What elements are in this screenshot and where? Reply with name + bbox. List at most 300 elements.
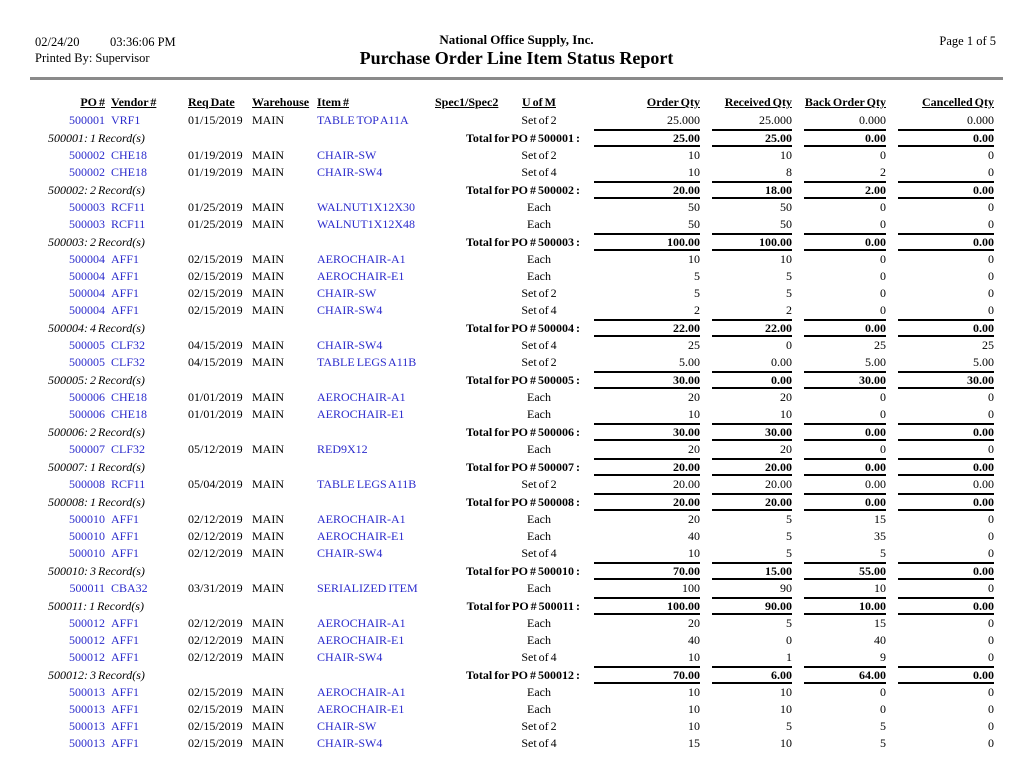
vendor-link[interactable]: CHE18	[111, 165, 147, 179]
uom-cell: Set of 2	[521, 719, 557, 733]
item-row	[30, 476, 1005, 493]
req_date-cell: 02/15/2019	[188, 303, 243, 317]
cancelled-cell: 0	[988, 736, 994, 750]
vendor-link[interactable]: CBA32	[111, 581, 148, 595]
warehouse-cell: MAIN	[252, 200, 284, 214]
cancelled-cell: 0	[988, 303, 994, 317]
po-link[interactable]: 500004	[69, 269, 105, 283]
total-back-cell	[792, 233, 886, 251]
item-row	[30, 684, 1005, 701]
po-link[interactable]: 500005	[69, 338, 105, 352]
po-link[interactable]: 500006	[69, 390, 105, 404]
back-cell: 0	[880, 685, 886, 699]
back-cell: 5.00	[865, 355, 886, 369]
warehouse-cell: MAIN	[252, 650, 284, 664]
print-date: 02/24/20	[35, 35, 80, 49]
total-order-value: 100.00	[594, 597, 700, 615]
vendor-link[interactable]: AFF1	[111, 303, 140, 317]
spec-cell	[431, 354, 496, 371]
item-link[interactable]: CHAIR-SW4	[317, 165, 383, 179]
record-count-label: 500012: 3 Record(s)	[48, 667, 145, 682]
po-link[interactable]: 500012	[69, 633, 105, 647]
received-cell: 10	[780, 407, 792, 421]
item-row	[30, 735, 1005, 752]
page-title: Purchase Order Line Item Status Report	[359, 48, 674, 68]
po-total-row	[30, 233, 1005, 251]
po-total-label: Total for PO # 500005 :	[466, 372, 580, 387]
record-count-label: 500003: 2 Record(s)	[48, 234, 145, 249]
total-received-value: 100.00	[712, 233, 792, 251]
total-order-cell	[582, 181, 700, 199]
total-received-cell	[700, 493, 792, 511]
item-link[interactable]: SERIALIZED ITEM	[317, 581, 418, 595]
item-row	[30, 354, 1005, 371]
vendor-link[interactable]: AFF1	[111, 269, 140, 283]
order-cell: 100	[682, 581, 700, 595]
req_date-cell: 01/01/2019	[188, 390, 243, 404]
received-cell: 10	[780, 736, 792, 750]
total-cancelled-value: 0.00	[898, 493, 994, 511]
total-cancelled-cell	[886, 423, 1005, 441]
record-count-label: 500001: 1 Record(s)	[48, 130, 145, 145]
report-table	[30, 90, 1005, 752]
item-link[interactable]: CHAIR-SW4	[317, 736, 383, 750]
po-link[interactable]: 500004	[69, 252, 105, 266]
warehouse-cell: MAIN	[252, 286, 284, 300]
company-name: National Office Supply, Inc.	[439, 32, 594, 47]
total-back-value: 0.00	[804, 493, 886, 511]
total-back-cell	[792, 597, 886, 615]
po-total-label: Total for PO # 500006 :	[466, 424, 580, 439]
received-cell: 10	[780, 685, 792, 699]
total-order-value: 70.00	[594, 666, 700, 684]
req_date-cell: 02/15/2019	[188, 269, 243, 283]
item-row	[30, 147, 1005, 164]
order-cell: 15	[688, 736, 700, 750]
total-cancelled-value: 0.00	[898, 129, 994, 147]
total-back-value: 64.00	[804, 666, 886, 684]
po-total-row	[30, 458, 1005, 476]
received-cell: 5	[786, 286, 792, 300]
column-header-po: PO #	[80, 95, 105, 109]
item-row	[30, 268, 1005, 285]
item-row	[30, 199, 1005, 216]
req_date-cell: 02/15/2019	[188, 719, 243, 733]
po-link[interactable]: 500012	[69, 650, 105, 664]
po-link[interactable]: 500004	[69, 286, 105, 300]
item-link[interactable]: AEROCHAIR-E1	[317, 529, 405, 543]
item-link[interactable]: CHAIR-SW4	[317, 650, 383, 664]
po-link[interactable]: 500013	[69, 702, 105, 716]
back-cell: 25	[874, 338, 886, 352]
total-back-value: 0.00	[804, 458, 886, 476]
spec-cell	[431, 337, 496, 354]
po-link[interactable]: 500006	[69, 407, 105, 421]
total-received-cell	[700, 562, 792, 580]
item-row	[30, 112, 1005, 129]
total-order-cell	[582, 458, 700, 476]
req_date-cell: 02/15/2019	[188, 736, 243, 750]
uom-cell: Each	[527, 252, 551, 266]
order-cell: 10	[688, 546, 700, 560]
item-link[interactable]: WALNUT1X12X48	[317, 217, 415, 231]
po-link[interactable]: 500013	[69, 685, 105, 699]
warehouse-cell: MAIN	[252, 442, 284, 456]
cancelled-cell: 0	[988, 581, 994, 595]
item-link[interactable]: WALNUT1X12X30	[317, 200, 415, 214]
po-link[interactable]: 500001	[69, 113, 105, 127]
po-total-label: Total for PO # 500004 :	[466, 320, 580, 335]
vendor-link[interactable]: AFF1	[111, 616, 140, 630]
spec-cell	[431, 476, 496, 493]
po-link[interactable]: 500004	[69, 303, 105, 317]
order-cell: 10	[688, 148, 700, 162]
vendor-link[interactable]: RCF11	[111, 477, 146, 491]
item-link[interactable]: TABLE LEGS A11B	[317, 477, 417, 491]
item-link[interactable]: AEROCHAIR-E1	[317, 702, 405, 716]
cancelled-cell: 0	[988, 148, 994, 162]
vendor-link[interactable]: AFF1	[111, 286, 140, 300]
total-cancelled-cell	[886, 562, 1005, 580]
print-time: 03:36:06 PM	[110, 35, 176, 49]
vendor-link[interactable]: AFF1	[111, 719, 140, 733]
po-link[interactable]: 500011	[69, 581, 105, 595]
po-link[interactable]: 500010	[69, 546, 105, 560]
back-cell: 10	[874, 581, 886, 595]
vendor-link[interactable]: CLF32	[111, 355, 146, 369]
po-link[interactable]: 500012	[69, 616, 105, 630]
vendor-link[interactable]: RCF11	[111, 200, 146, 214]
back-cell: 0.000	[859, 113, 886, 127]
column-header-req_date: Req Date	[188, 95, 235, 109]
column-header-cancelled: Cancelled Qty	[922, 95, 994, 109]
total-order-cell	[582, 597, 700, 615]
warehouse-cell: MAIN	[252, 512, 284, 526]
vendor-link[interactable]: CHE18	[111, 390, 147, 404]
uom-cell: Set of 4	[521, 736, 557, 750]
uom-cell: Each	[527, 442, 551, 456]
po-total-row	[30, 597, 1005, 615]
item-link[interactable]: CHAIR-SW	[317, 719, 377, 733]
back-cell: 0	[880, 390, 886, 404]
warehouse-cell: MAIN	[252, 719, 284, 733]
po-link[interactable]: 500013	[69, 719, 105, 733]
item-link[interactable]: CHAIR-SW4	[317, 546, 383, 560]
warehouse-cell: MAIN	[252, 529, 284, 543]
total-cancelled-value: 0.00	[898, 666, 994, 684]
item-row	[30, 216, 1005, 233]
total-order-cell	[582, 371, 700, 389]
received-cell: 0.00	[771, 355, 792, 369]
item-row	[30, 389, 1005, 406]
vendor-link[interactable]: AFF1	[111, 685, 140, 699]
uom-cell: Set of 2	[521, 355, 557, 369]
req_date-cell: 02/12/2019	[188, 546, 243, 560]
uom-cell: Each	[527, 390, 551, 404]
vendor-link[interactable]: AFF1	[111, 546, 140, 560]
order-cell: 5.00	[679, 355, 700, 369]
po-link[interactable]: 500010	[69, 529, 105, 543]
warehouse-cell: MAIN	[252, 616, 284, 630]
vendor-link[interactable]: CHE18	[111, 148, 147, 162]
req_date-cell: 02/12/2019	[188, 650, 243, 664]
back-cell: 0	[880, 702, 886, 716]
received-cell: 25.000	[759, 113, 792, 127]
item-link[interactable]: AEROCHAIR-E1	[317, 407, 405, 421]
req_date-cell: 04/15/2019	[188, 355, 243, 369]
order-cell: 10	[688, 252, 700, 266]
vendor-link[interactable]: AFF1	[111, 512, 140, 526]
po-link[interactable]: 500002	[69, 165, 105, 179]
po-link[interactable]: 500005	[69, 355, 105, 369]
item-row	[30, 285, 1005, 302]
total-cancelled-cell	[886, 233, 1005, 251]
spec-cell	[431, 718, 496, 735]
received-cell: 50	[780, 217, 792, 231]
received-cell: 20.00	[765, 477, 792, 491]
total-back-cell	[792, 458, 886, 476]
total-cancelled-value: 0.00	[898, 597, 994, 615]
item-link[interactable]: AEROCHAIR-A1	[317, 685, 406, 699]
po-total-label: Total for PO # 500001 :	[466, 130, 580, 145]
total-received-value: 18.00	[712, 181, 792, 199]
cancelled-cell: 0	[988, 407, 994, 421]
total-cancelled-cell	[886, 181, 1005, 199]
item-row	[30, 302, 1005, 319]
received-cell: 5	[786, 529, 792, 543]
spec-cell	[431, 268, 496, 285]
total-back-cell	[792, 493, 886, 511]
vendor-link[interactable]: AFF1	[111, 702, 140, 716]
vendor-link[interactable]: CHE18	[111, 407, 147, 421]
header-divider	[30, 77, 1003, 80]
po-link[interactable]: 500007	[69, 442, 105, 456]
order-cell: 20	[688, 390, 700, 404]
spec-cell	[431, 701, 496, 718]
column-header-order: Order Qty	[646, 95, 700, 109]
total-order-value: 30.00	[594, 423, 700, 441]
spec-cell	[431, 580, 496, 597]
uom-cell: Set of 2	[521, 477, 557, 491]
item-link[interactable]: CHAIR-SW4	[317, 303, 383, 317]
total-received-value: 20.00	[712, 458, 792, 476]
received-cell: 0	[786, 338, 792, 352]
received-cell: 2	[786, 303, 792, 317]
vendor-link[interactable]: AFF1	[111, 650, 140, 664]
req_date-cell: 01/15/2019	[188, 113, 243, 127]
received-cell: 20	[780, 442, 792, 456]
po-total-row	[30, 129, 1005, 147]
warehouse-cell: MAIN	[252, 217, 284, 231]
column-header-item: Item #	[317, 95, 349, 109]
order-cell: 10	[688, 407, 700, 421]
record-count-label: 500007: 1 Record(s)	[48, 459, 145, 474]
po-total-row	[30, 493, 1005, 511]
record-count-label: 500004: 4 Record(s)	[48, 320, 145, 335]
po-link[interactable]: 500010	[69, 512, 105, 526]
cancelled-cell: 0.000	[967, 113, 994, 127]
total-received-cell	[700, 666, 792, 684]
record-count-label: 500006: 2 Record(s)	[48, 424, 145, 439]
po-total-label: Total for PO # 500008 :	[466, 494, 580, 509]
item-link[interactable]: TABLE TOP A11A	[317, 113, 409, 127]
total-back-value: 55.00	[804, 562, 886, 580]
total-back-cell	[792, 423, 886, 441]
req_date-cell: 05/04/2019	[188, 477, 243, 491]
item-link[interactable]: AEROCHAIR-E1	[317, 269, 405, 283]
back-cell: 0.00	[865, 477, 886, 491]
column-header-uom: U of M	[522, 95, 556, 109]
warehouse-cell: MAIN	[252, 355, 284, 369]
order-cell: 25.000	[667, 113, 700, 127]
vendor-link[interactable]: AFF1	[111, 736, 140, 750]
req_date-cell: 01/25/2019	[188, 200, 243, 214]
uom-cell: Set of 4	[521, 338, 557, 352]
total-received-value: 30.00	[712, 423, 792, 441]
page-number: Page 1 of 5	[939, 34, 996, 48]
cancelled-cell: 0	[988, 200, 994, 214]
uom-cell: Each	[527, 529, 551, 543]
item-link[interactable]: RED9X12	[317, 442, 368, 456]
back-cell: 5	[880, 719, 886, 733]
po-total-row	[30, 666, 1005, 684]
req_date-cell: 02/12/2019	[188, 616, 243, 630]
item-link[interactable]: TABLE LEGS A11B	[317, 355, 417, 369]
spec-cell	[431, 216, 496, 233]
item-link[interactable]: AEROCHAIR-A1	[317, 512, 406, 526]
total-received-cell	[700, 371, 792, 389]
record-count-label: 500005: 2 Record(s)	[48, 372, 145, 387]
total-order-cell	[582, 129, 700, 147]
uom-cell: Set of 4	[521, 650, 557, 664]
back-cell: 35	[874, 529, 886, 543]
po-link[interactable]: 500002	[69, 148, 105, 162]
back-cell: 9	[880, 650, 886, 664]
total-back-value: 10.00	[804, 597, 886, 615]
item-link[interactable]: AEROCHAIR-A1	[317, 616, 406, 630]
uom-cell: Each	[527, 217, 551, 231]
column-header-vendor: Vendor #	[111, 95, 157, 109]
total-cancelled-cell	[886, 666, 1005, 684]
total-order-value: 70.00	[594, 562, 700, 580]
received-cell: 8	[786, 165, 792, 179]
req_date-cell: 01/25/2019	[188, 217, 243, 231]
warehouse-cell: MAIN	[252, 390, 284, 404]
warehouse-cell: MAIN	[252, 736, 284, 750]
req_date-cell: 01/19/2019	[188, 165, 243, 179]
spec-cell	[431, 302, 496, 319]
cancelled-cell: 0	[988, 512, 994, 526]
total-back-cell	[792, 666, 886, 684]
po-link[interactable]: 500013	[69, 736, 105, 750]
order-cell: 25	[688, 338, 700, 352]
vendor-link[interactable]: AFF1	[111, 633, 140, 647]
total-cancelled-value: 0.00	[898, 458, 994, 476]
vendor-link[interactable]: AFF1	[111, 252, 140, 266]
cancelled-cell: 5.00	[973, 355, 994, 369]
total-order-value: 22.00	[594, 319, 700, 337]
warehouse-cell: MAIN	[252, 303, 284, 317]
po-total-row	[30, 319, 1005, 337]
total-cancelled-cell	[886, 597, 1005, 615]
vendor-link[interactable]: CLF32	[111, 338, 146, 352]
total-order-cell	[582, 233, 700, 251]
po-link[interactable]: 500003	[69, 217, 105, 231]
vendor-link[interactable]: AFF1	[111, 529, 140, 543]
cancelled-cell: 0	[988, 252, 994, 266]
cancelled-cell: 0	[988, 650, 994, 664]
total-received-value: 20.00	[712, 493, 792, 511]
total-received-value: 6.00	[712, 666, 792, 684]
back-cell: 0	[880, 269, 886, 283]
item-link[interactable]: AEROCHAIR-A1	[317, 390, 406, 404]
total-order-value: 20.00	[594, 493, 700, 511]
received-cell: 10	[780, 148, 792, 162]
po-total-label: Total for PO # 500007 :	[466, 459, 580, 474]
vendor-link[interactable]: VRF1	[111, 113, 141, 127]
back-cell: 15	[874, 512, 886, 526]
total-back-value: 2.00	[804, 181, 886, 199]
item-link[interactable]: AEROCHAIR-A1	[317, 252, 406, 266]
total-order-value: 25.00	[594, 129, 700, 147]
po-link[interactable]: 500008	[69, 477, 105, 491]
req_date-cell: 02/15/2019	[188, 286, 243, 300]
total-cancelled-cell	[886, 371, 1005, 389]
total-order-cell	[582, 423, 700, 441]
cancelled-cell: 0	[988, 286, 994, 300]
item-link[interactable]: CHAIR-SW	[317, 148, 377, 162]
warehouse-cell: MAIN	[252, 113, 284, 127]
warehouse-cell: MAIN	[252, 633, 284, 647]
total-received-value: 25.00	[712, 129, 792, 147]
vendor-link[interactable]: RCF11	[111, 217, 146, 231]
item-row	[30, 718, 1005, 735]
record-count-label: 500008: 1 Record(s)	[48, 494, 145, 509]
total-received-cell	[700, 597, 792, 615]
received-cell: 20	[780, 390, 792, 404]
uom-cell: Set of 4	[521, 303, 557, 317]
po-total-label: Total for PO # 500011 :	[466, 598, 580, 613]
uom-cell: Set of 2	[521, 113, 557, 127]
item-link[interactable]: CHAIR-SW	[317, 286, 377, 300]
total-order-value: 20.00	[594, 181, 700, 199]
spec-cell	[431, 199, 496, 216]
item-row	[30, 632, 1005, 649]
item-link[interactable]: CHAIR-SW4	[317, 338, 383, 352]
item-row	[30, 528, 1005, 545]
cancelled-cell: 0	[988, 529, 994, 543]
total-back-cell	[792, 319, 886, 337]
order-cell: 50	[688, 200, 700, 214]
spec-cell	[431, 147, 496, 164]
item-link[interactable]: AEROCHAIR-E1	[317, 633, 405, 647]
req_date-cell: 05/12/2019	[188, 442, 243, 456]
po-link[interactable]: 500003	[69, 200, 105, 214]
warehouse-cell: MAIN	[252, 546, 284, 560]
spec-cell	[431, 164, 496, 181]
order-cell: 50	[688, 217, 700, 231]
received-cell: 10	[780, 702, 792, 716]
vendor-link[interactable]: CLF32	[111, 442, 146, 456]
back-cell: 0	[880, 303, 886, 317]
uom-cell: Each	[527, 581, 551, 595]
uom-cell: Each	[527, 633, 551, 647]
total-back-cell	[792, 129, 886, 147]
total-cancelled-value: 0.00	[898, 423, 994, 441]
uom-cell: Set of 4	[521, 546, 557, 560]
cancelled-cell: 0	[988, 390, 994, 404]
po-total-label: Total for PO # 500003 :	[466, 234, 580, 249]
